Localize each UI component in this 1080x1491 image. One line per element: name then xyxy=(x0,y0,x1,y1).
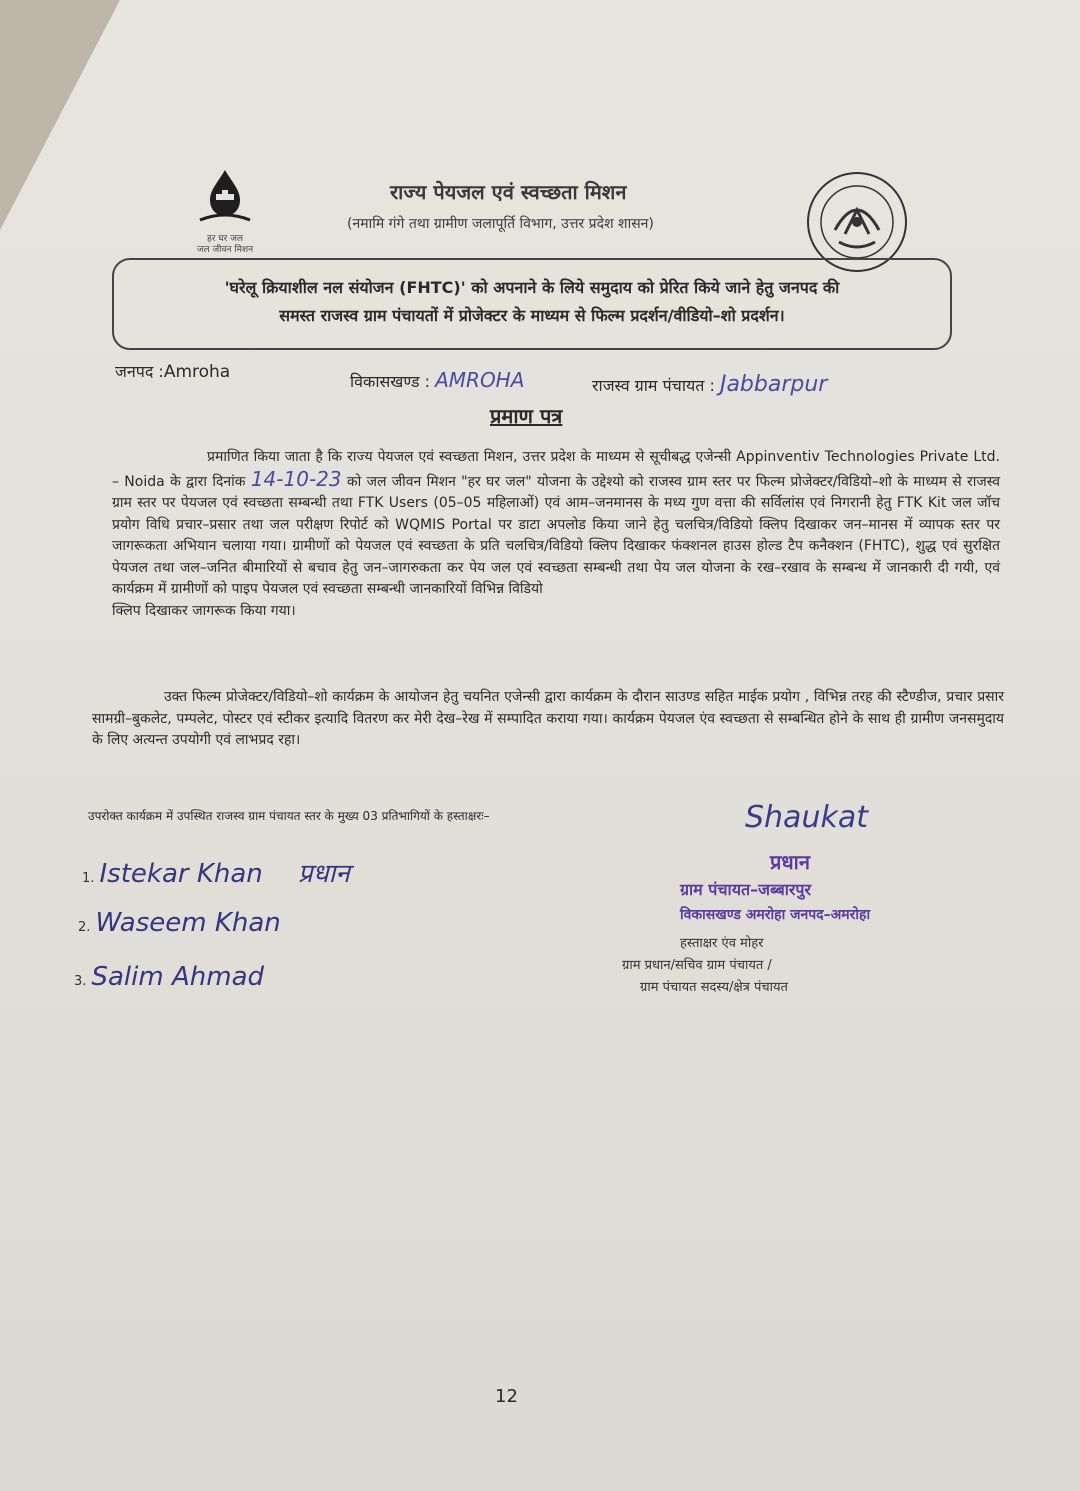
stamp-title: प्रधान xyxy=(770,850,810,874)
signatory-line-2: ग्राम प्रधान/सचिव ग्राम पंचायत / xyxy=(622,958,772,973)
program-title-line-1: 'घरेलू क्रियाशील नल संयोजन (FHTC)' को अपनाने के लिये समुदाय को प्रेरित किये जाने हेतु जनपद की xyxy=(224,278,840,297)
gram-panchayat-label: राजस्व ग्राम पंचायत : xyxy=(592,376,715,395)
certificate-paragraph-1 xyxy=(112,447,1000,622)
page-number: 12 xyxy=(495,1386,518,1407)
signatory-line-1: हस्ताक्षर एंव मोहर xyxy=(680,936,764,951)
janpad-value: Amroha xyxy=(163,362,231,382)
logo-text: हर घर जल xyxy=(207,234,243,244)
participant-2 xyxy=(78,908,281,938)
para1-text-a: प्रमाणित किया जाता है कि राज्य पेयजल एवं स्वच्छता मिशन, उत्तर प्रदेश के माध्यम से सूचीबद्ध एजेन्सी Appinventiv Technologies Private Ltd. – Noida के द्वारा दिनांक xyxy=(112,449,1000,490)
vikaskhand-label: विकासखण्ड : xyxy=(350,372,431,391)
water-tap-icon xyxy=(170,168,280,230)
signatory-line-3: ग्राम पंचायत सदस्य/क्षेत्र पंचायत xyxy=(640,980,788,995)
document-title: राज्य पेयजल एवं स्वच्छता मिशन xyxy=(390,180,627,204)
certificate-heading: प्रमाण पत्र xyxy=(490,404,563,428)
participant-signature: Istekar Khan xyxy=(99,859,263,889)
program-title-line-2: समस्त राजस्व ग्राम पंचायतों में प्रोजेक्टर के माध्यम से फिल्म प्रदर्शन/वीडियो–शो प्रदर्शन। xyxy=(279,306,785,325)
vikaskhand-field xyxy=(350,368,524,392)
participant-1 xyxy=(82,854,350,890)
document-subtitle: (नमामि गंगे तथा ग्रामीण जलापूर्ति विभाग, उत्तर प्रदेश शासन) xyxy=(347,216,654,232)
participant-3 xyxy=(74,962,264,992)
para2-text: उक्त फिल्म प्रोजेक्टर/विडियो–शो कार्यक्रम के आयोजन हेतु चयनित एजेन्सी द्वारा कार्यक्रम के दौरान साउण्ड सहित माईक प्रयोग , विभिन्न तरह की स्टैण्डीज, प्रचार प्रसार सामग्री–बुकलेट, पम्पलेट, पोस्टर एवं स्टीकर इत्यादि वितरण कर मेरी देख–रेख में सम्पादित कराया गया। कार्यक्रम पेयजल एंव स्वच्छता से सम्बन्धित होने के साथ ही ग्रामीण जनसमुदाय के लिए अत्यन्त उपयोगी एवं लाभप्रद रहा। xyxy=(92,689,1004,748)
para1-text-b: को जल जीवन मिशन "हर घर जल" योजना के उद्देश्यो को राजस्व ग्राम स्तर पर फिल्म प्रोजेक्टर/विडियो–शो के माध्यम से राजस्व ग्राम स्तर पर पेयजल एवं स्वच्छता सम्बन्धी तथा FTK Users (05–05 महिलाओं) एवं आम–जनमानस के मध्य गुण वत्ता की सर्विलांस एवं निगरानी हेतु FTK Kit जल जॉच प्रयोग विधि प्रचार–प्रसार तथा जल परीक्षण रिपोर्ट को WQMIS Portal पर डाटा अपलोड किया जाने हेतु चलचित्र/विडियो क्लिप दिखाकर जन–मानस में व्यापक स्तर पर जागरूकता अभियान चलाया गया। ग्रामीणों को पेयजल एवं स्वच्छता के प्रति चलचित्र/विडियो क्लिप दिखाकर फंक्शनल हाउस होल्ड टैप कनैक्शन (FHTC), शुद्ध एवं सुरक्षित पेयजल तथा जल–जनित बीमारियों से बचाव हेतु जन–जागरुकता कर पेय जल एवं स्वच्छता सम्बन्धी तथा पेय जल योजना के रख–रखाव के सम्बन्ध में जानकारी दी गयी, एवं कार्यक्रम में ग्रामीणों को पाइप पेयजल एवं स्वच्छता सम्बन्धी जानकारियों विभिन्न विडियो xyxy=(112,473,1001,597)
participant-number: 3. xyxy=(74,974,87,989)
janpad-label: जनपद : xyxy=(115,362,164,381)
stamp-line-1: ग्राम पंचायत–जब्बारपुर xyxy=(680,880,812,899)
vikaskhand-value: AMROHA xyxy=(435,368,525,392)
program-title-box xyxy=(112,258,952,350)
pradhan-signature: Shaukat xyxy=(745,800,868,835)
participant-number: 1. xyxy=(82,871,95,886)
gram-panchayat-field xyxy=(592,372,827,397)
participants-intro: उपरोक्त कार्यक्रम में उपस्थित राजस्व ग्राम पंचायत स्तर के मुख्य 03 प्रतिभागियों के हस्ताक्षरः– xyxy=(88,809,490,823)
participant-signature: Salim Ahmad xyxy=(91,962,265,992)
page-fold-shadow xyxy=(0,0,120,230)
participant-role: प्रधान xyxy=(297,859,350,889)
stamp-line-2: विकासखण्ड अमरोहा जनपद–अमरोहा xyxy=(680,907,871,923)
logo-subtext: जल जीवन मिशन xyxy=(196,245,254,255)
participant-number: 2. xyxy=(78,920,91,935)
gram-panchayat-value: Jabbarpur xyxy=(719,372,828,397)
certificate-paragraph-2 xyxy=(92,687,1004,752)
janpad-field xyxy=(115,360,230,382)
participant-signature: Waseem Khan xyxy=(95,908,281,938)
program-date: 14-10-23 xyxy=(250,466,342,491)
jal-jeevan-mission-logo xyxy=(170,168,280,258)
para1-text-c: क्लिप दिखाकर जागरूक किया गया। xyxy=(112,602,296,619)
